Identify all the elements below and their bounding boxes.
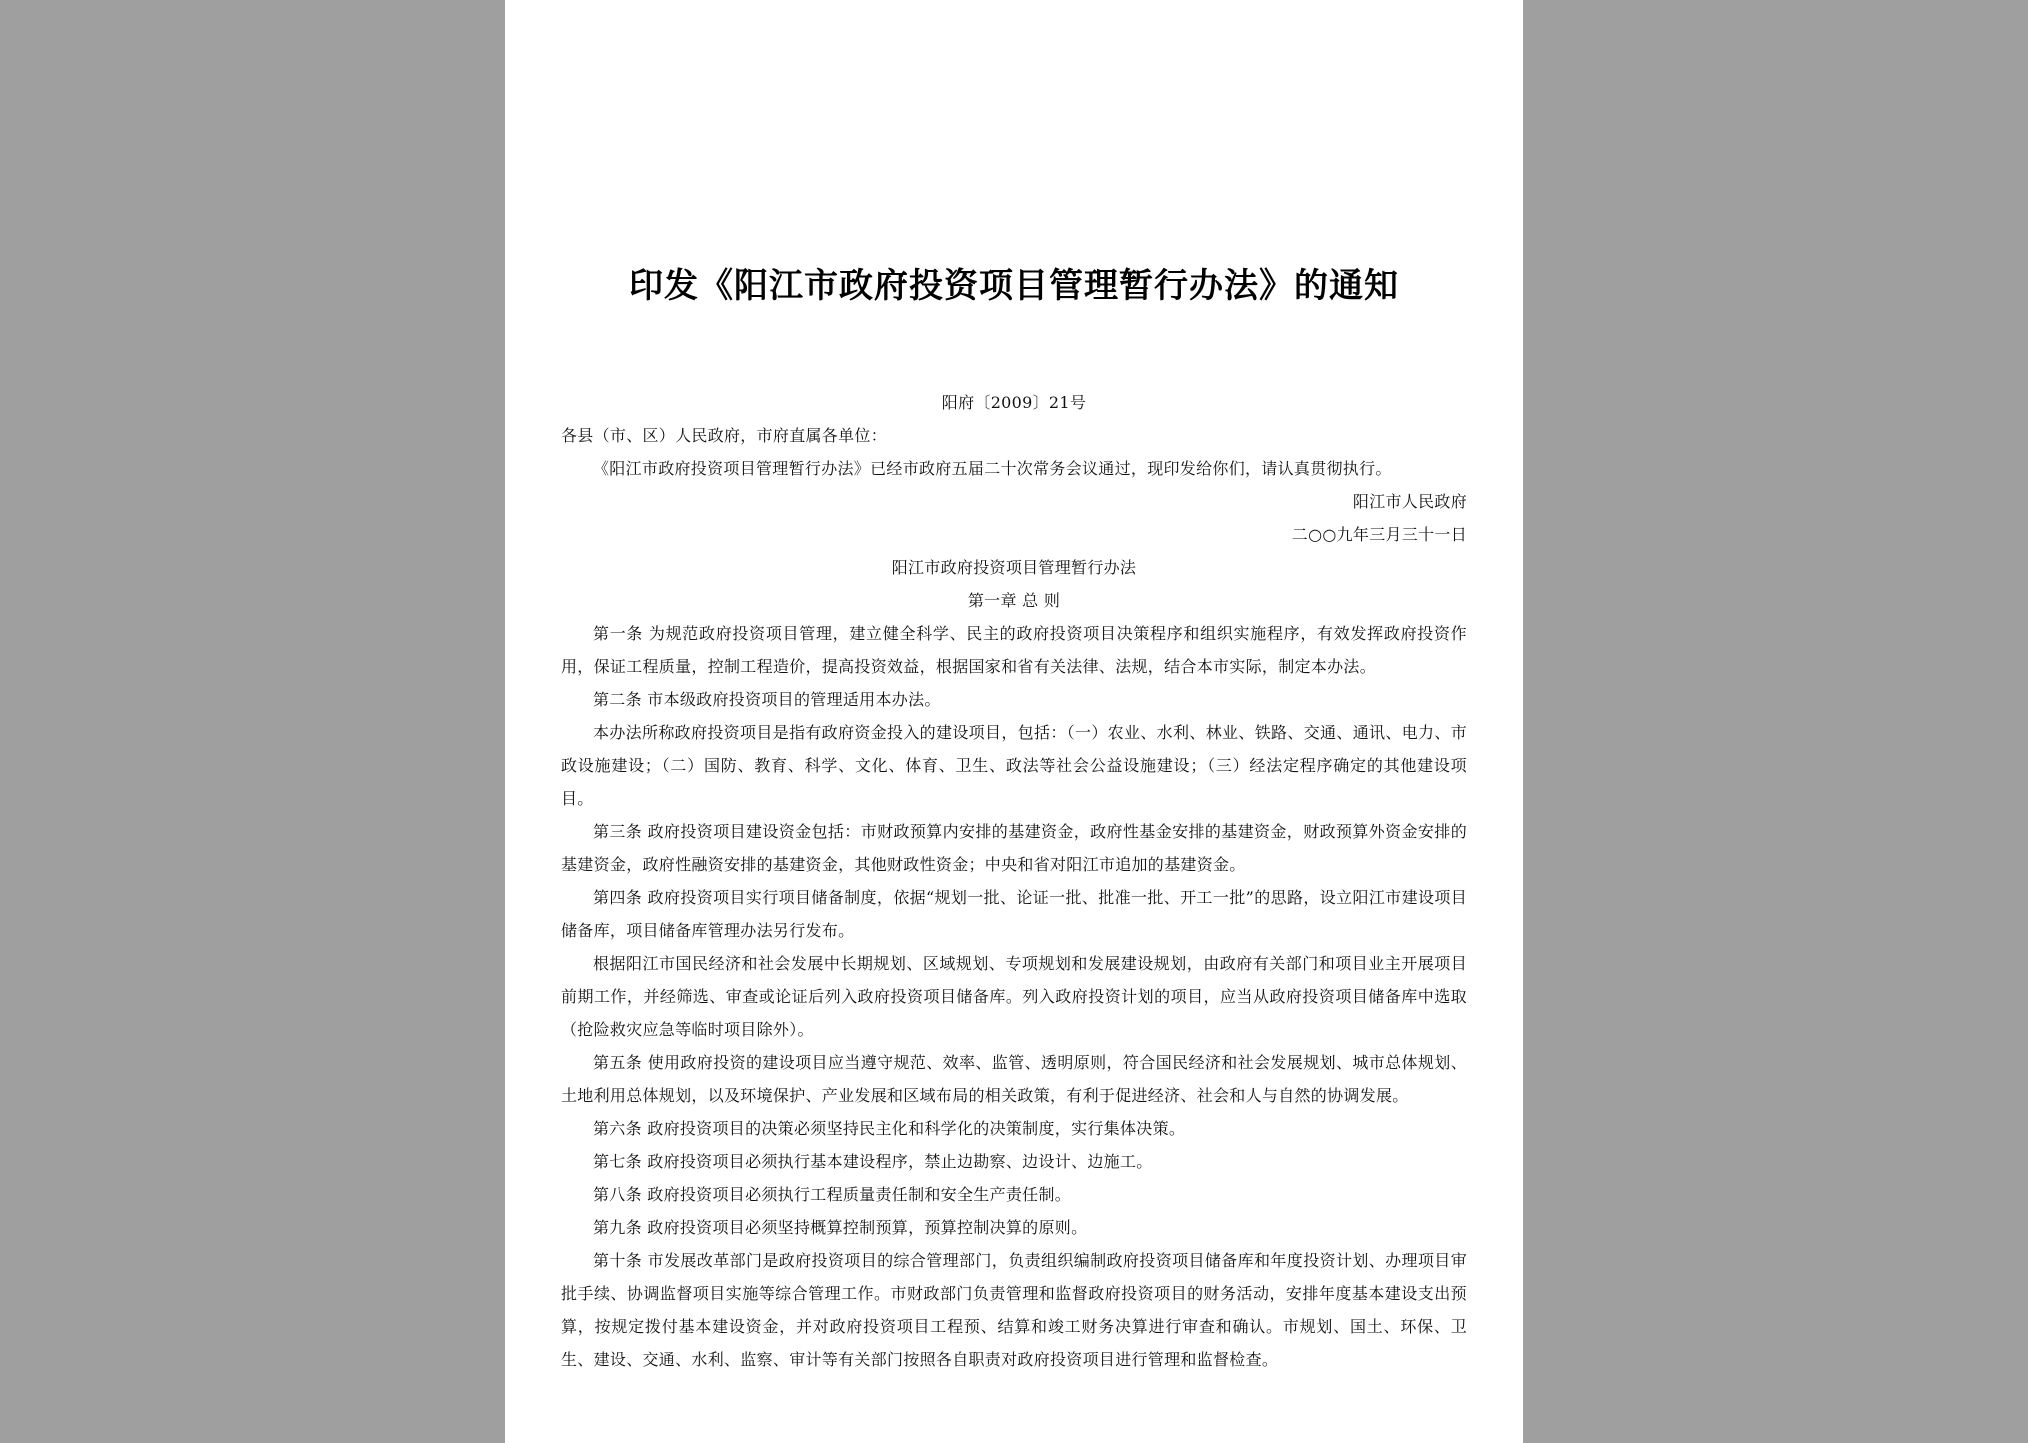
chapter-title: 第一章 总 则 bbox=[967, 591, 1061, 610]
document-body bbox=[561, 386, 1467, 1376]
article-paragraph: 第三条 政府投资项目建设资金包括：市财政预算内安排的基建资金，政府性基金安排的基建资金，财政预算外资金安排的基建资金，政府性融资安排的基建资金，其他财政性资金；中央和省对阳江市追加的基建资金。 bbox=[561, 822, 1467, 874]
signature-organization: 阳江市人民政府 bbox=[1352, 492, 1467, 511]
article-paragraph: 第八条 政府投资项目必须执行工程质量责任制和安全生产责任制。 bbox=[593, 1185, 1072, 1204]
article-paragraph: 第五条 使用政府投资的建设项目应当遵守规范、效率、监管、透明原则，符合国民经济和社会发展规划、城市总体规划、土地利用总体规划，以及环境保护、产业发展和区域布局的相关政策，有利于促进经济、社会和人与自然的协调发展。 bbox=[561, 1053, 1467, 1105]
article-paragraph: 本办法所称政府投资项目是指有政府资金投入的建设项目，包括：（一）农业、水利、林业、铁路、交通、通讯、电力、市政设施建设；（二）国防、教育、科学、文化、体育、卫生、政法等社会公益设施建设；（三）经法定程序确定的其他建设项目。 bbox=[561, 723, 1467, 808]
attachment-title: 阳江市政府投资项目管理暂行办法 bbox=[891, 558, 1137, 577]
article-paragraph: 第六条 政府投资项目的决策必须坚持民主化和科学化的决策制度，实行集体决策。 bbox=[593, 1119, 1186, 1138]
article-paragraph: 第一条 为规范政府投资项目管理，建立健全科学、民主的政府投资项目决策程序和组织实施程序，有效发挥政府投资作用，保证工程质量，控制工程造价，提高投资效益，根据国家和省有关法律、法规，结合本市实际，制定本办法。 bbox=[561, 624, 1467, 676]
article-paragraph: 第四条 政府投资项目实行项目储备制度，依据“规划一批、论证一批、批准一批、开工一批”的思路，设立阳江市建设项目储备库，项目储备库管理办法另行发布。 bbox=[561, 888, 1467, 940]
document-page bbox=[505, 0, 1523, 1443]
article-paragraph: 第十条 市发展改革部门是政府投资项目的综合管理部门，负责组织编制政府投资项目储备库和年度投资计划、办理项目审批手续、协调监督项目实施等综合管理工作。市财政部门负责管理和监督政府投资项目的财务活动，安排年度基本建设支出预算，按规定拨付基本建设资金，并对政府投资项目工程预、结算和竣工财务决算进行审查和确认。市规划、国土、环保、卫生、建设、交通、水利、监察、审计等有关部门按照各自职责对政府投资项目进行管理和监督检查。 bbox=[561, 1251, 1467, 1369]
document-title: 印发《阳江市政府投资项目管理暂行办法》的通知 bbox=[629, 266, 1399, 306]
article-paragraph: 第九条 政府投资项目必须坚持概算控制预算，预算控制决算的原则。 bbox=[593, 1218, 1088, 1237]
document-number: 阳府〔2009〕21号 bbox=[941, 393, 1087, 412]
article-paragraph: 第七条 政府投资项目必须执行基本建设程序，禁止边勘察、边设计、边施工。 bbox=[593, 1152, 1153, 1171]
article-paragraph: 根据阳江市国民经济和社会发展中长期规划、区域规划、专项规划和发展建设规划，由政府有关部门和项目业主开展项目前期工作，并经筛选、审查或论证后列入政府投资项目储备库。列入政府投资计划的项目，应当从政府投资项目储备库中选取（抢险救灾应急等临时项目除外）。 bbox=[561, 954, 1467, 1039]
intro-paragraph: 《阳江市政府投资项目管理暂行办法》已经市政府五届二十次常务会议通过，现印发给你们，请认真贯彻执行。 bbox=[593, 459, 1392, 478]
signature-date: 二○○九年三月三十一日 bbox=[1291, 525, 1467, 544]
salutation: 各县（市、区）人民政府，市府直属各单位： bbox=[561, 426, 888, 445]
article-paragraph: 第二条 市本级政府投资项目的管理适用本办法。 bbox=[593, 690, 941, 709]
